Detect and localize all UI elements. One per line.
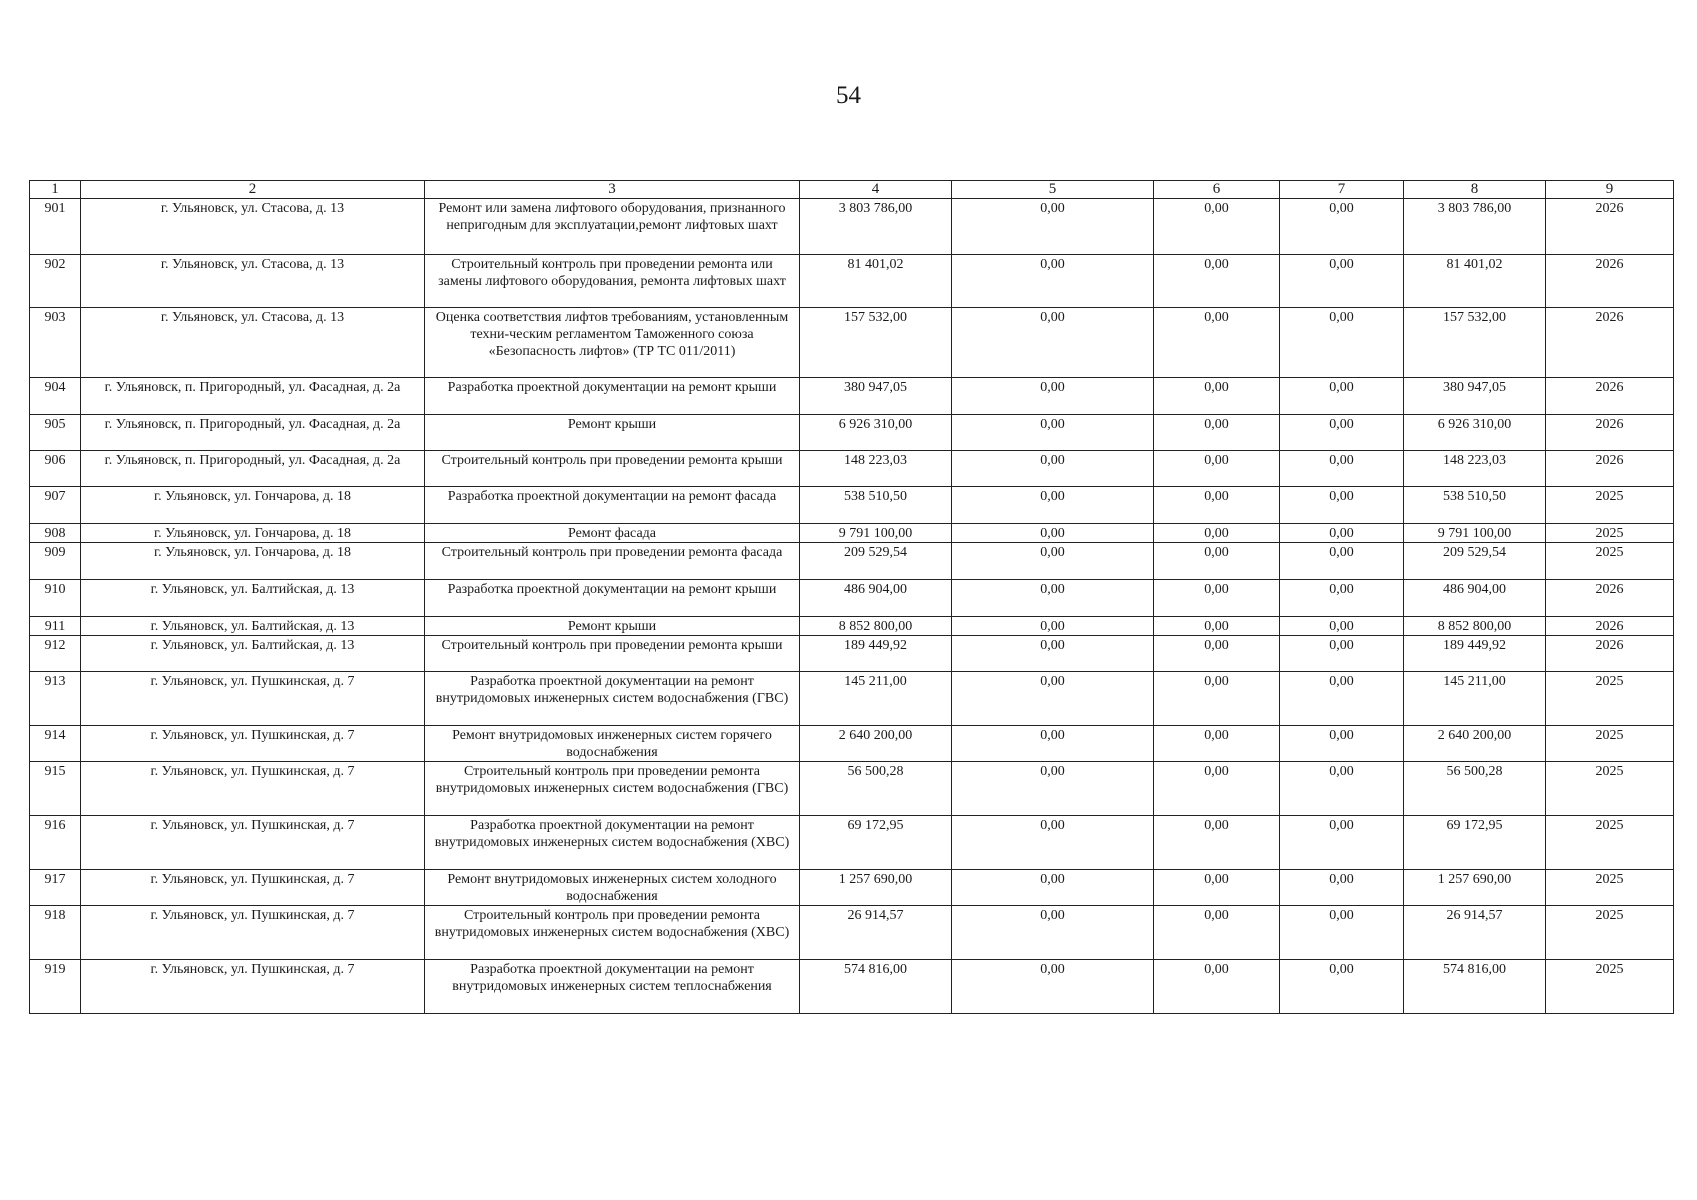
table-row — [30, 199, 1674, 255]
cell-work-type: Оценка соответствия лифтов требованиям, установленным техни-ческим регламентом Таможенного союза «Безопасность лифтов» (ТР ТС 011/2011) — [425, 308, 800, 378]
table-row — [30, 524, 1674, 543]
cell-work-type: Строительный контроль при проведении ремонта фасада — [425, 543, 800, 580]
table-row — [30, 580, 1674, 617]
cell-col5: 0,00 — [952, 636, 1154, 672]
cell-col7: 0,00 — [1280, 816, 1404, 870]
cell-owners-funds: 8 852 800,00 — [1404, 617, 1546, 636]
cell-year: 2025 — [1546, 672, 1674, 726]
cell-col7: 0,00 — [1280, 762, 1404, 816]
cell-total-cost: 8 852 800,00 — [800, 617, 952, 636]
cell-address: г. Ульяновск, ул. Стасова, д. 13 — [81, 308, 425, 378]
cell-work-type: Строительный контроль при проведении ремонта крыши — [425, 451, 800, 487]
cell-col5: 0,00 — [952, 487, 1154, 524]
col-header-total-cost: 4 — [800, 181, 952, 199]
cell-col6: 0,00 — [1154, 906, 1280, 960]
cell-col5: 0,00 — [952, 672, 1154, 726]
cell-year: 2025 — [1546, 870, 1674, 906]
col-header-owners-funds: 8 — [1404, 181, 1546, 199]
cell-col7: 0,00 — [1280, 378, 1404, 415]
cell-col7: 0,00 — [1280, 524, 1404, 543]
cell-year: 2025 — [1546, 762, 1674, 816]
table-body — [30, 199, 1674, 1014]
cell-col5: 0,00 — [952, 543, 1154, 580]
cell-col6: 0,00 — [1154, 255, 1280, 308]
cell-year: 2025 — [1546, 524, 1674, 543]
cell-col7: 0,00 — [1280, 487, 1404, 524]
cell-col6: 0,00 — [1154, 451, 1280, 487]
cell-col5: 0,00 — [952, 816, 1154, 870]
cell-owners-funds: 2 640 200,00 — [1404, 726, 1546, 762]
cell-row-number: 905 — [30, 415, 81, 451]
table-row — [30, 762, 1674, 816]
table-row — [30, 906, 1674, 960]
cell-owners-funds: 189 449,92 — [1404, 636, 1546, 672]
table-row — [30, 378, 1674, 415]
cell-work-type: Ремонт фасада — [425, 524, 800, 543]
cell-col7: 0,00 — [1280, 580, 1404, 617]
col-header-col7: 7 — [1280, 181, 1404, 199]
cell-total-cost: 9 791 100,00 — [800, 524, 952, 543]
cell-col6: 0,00 — [1154, 617, 1280, 636]
cell-col7: 0,00 — [1280, 543, 1404, 580]
cell-col6: 0,00 — [1154, 816, 1280, 870]
table-row — [30, 672, 1674, 726]
cell-year: 2025 — [1546, 543, 1674, 580]
cell-address: г. Ульяновск, ул. Гончарова, д. 18 — [81, 543, 425, 580]
cell-col5: 0,00 — [952, 762, 1154, 816]
cell-total-cost: 209 529,54 — [800, 543, 952, 580]
cell-owners-funds: 574 816,00 — [1404, 960, 1546, 1014]
cell-col5: 0,00 — [952, 255, 1154, 308]
cell-row-number: 911 — [30, 617, 81, 636]
cell-work-type: Строительный контроль при проведении ремонта крыши — [425, 636, 800, 672]
cell-work-type: Разработка проектной документации на ремонт внутридомовых инженерных систем теплоснабжения — [425, 960, 800, 1014]
cell-work-type: Строительный контроль при проведении ремонта внутридомовых инженерных систем водоснабжения (ГВС) — [425, 762, 800, 816]
cell-year: 2026 — [1546, 308, 1674, 378]
cell-owners-funds: 209 529,54 — [1404, 543, 1546, 580]
cell-col7: 0,00 — [1280, 636, 1404, 672]
cell-row-number: 912 — [30, 636, 81, 672]
cell-year: 2025 — [1546, 906, 1674, 960]
cell-col5: 0,00 — [952, 308, 1154, 378]
cell-col7: 0,00 — [1280, 415, 1404, 451]
cell-total-cost: 380 947,05 — [800, 378, 952, 415]
cell-owners-funds: 56 500,28 — [1404, 762, 1546, 816]
cell-col7: 0,00 — [1280, 308, 1404, 378]
cell-col5: 0,00 — [952, 617, 1154, 636]
cell-col5: 0,00 — [952, 415, 1154, 451]
cell-total-cost: 1 257 690,00 — [800, 870, 952, 906]
cell-year: 2025 — [1546, 960, 1674, 1014]
cell-work-type: Разработка проектной документации на ремонт фасада — [425, 487, 800, 524]
cell-row-number: 906 — [30, 451, 81, 487]
cell-col7: 0,00 — [1280, 255, 1404, 308]
cell-year: 2026 — [1546, 378, 1674, 415]
cell-owners-funds: 145 211,00 — [1404, 672, 1546, 726]
col-header-col5: 5 — [952, 181, 1154, 199]
cell-col6: 0,00 — [1154, 960, 1280, 1014]
cell-address: г. Ульяновск, ул. Гончарова, д. 18 — [81, 524, 425, 543]
cell-col6: 0,00 — [1154, 580, 1280, 617]
cell-total-cost: 145 211,00 — [800, 672, 952, 726]
cell-row-number: 919 — [30, 960, 81, 1014]
cell-year: 2026 — [1546, 580, 1674, 617]
cell-col7: 0,00 — [1280, 672, 1404, 726]
cell-col5: 0,00 — [952, 451, 1154, 487]
cell-col6: 0,00 — [1154, 378, 1280, 415]
cell-address: г. Ульяновск, п. Пригородный, ул. Фасадная, д. 2а — [81, 378, 425, 415]
cell-col6: 0,00 — [1154, 870, 1280, 906]
cell-owners-funds: 148 223,03 — [1404, 451, 1546, 487]
cell-row-number: 902 — [30, 255, 81, 308]
col-header-number: 1 — [30, 181, 81, 199]
cell-total-cost: 157 532,00 — [800, 308, 952, 378]
cell-row-number: 913 — [30, 672, 81, 726]
cell-col5: 0,00 — [952, 524, 1154, 543]
cell-col6: 0,00 — [1154, 636, 1280, 672]
cell-address: г. Ульяновск, п. Пригородный, ул. Фасадная, д. 2а — [81, 415, 425, 451]
table-row — [30, 960, 1674, 1014]
cell-address: г. Ульяновск, ул. Пушкинская, д. 7 — [81, 960, 425, 1014]
cell-col5: 0,00 — [952, 870, 1154, 906]
table-row — [30, 451, 1674, 487]
page-number: 54 — [836, 82, 861, 109]
cell-col6: 0,00 — [1154, 308, 1280, 378]
cell-work-type: Ремонт или замена лифтового оборудования, признанного непригодным для эксплуатации,ремонт лифтовых шахт — [425, 199, 800, 255]
cell-owners-funds: 81 401,02 — [1404, 255, 1546, 308]
cell-row-number: 910 — [30, 580, 81, 617]
cell-col7: 0,00 — [1280, 617, 1404, 636]
cell-owners-funds: 538 510,50 — [1404, 487, 1546, 524]
table-row — [30, 308, 1674, 378]
cell-col5: 0,00 — [952, 726, 1154, 762]
cell-col6: 0,00 — [1154, 762, 1280, 816]
cell-address: г. Ульяновск, ул. Балтийская, д. 13 — [81, 617, 425, 636]
cell-total-cost: 2 640 200,00 — [800, 726, 952, 762]
cell-owners-funds: 157 532,00 — [1404, 308, 1546, 378]
cell-work-type: Разработка проектной документации на ремонт крыши — [425, 378, 800, 415]
cell-address: г. Ульяновск, ул. Гончарова, д. 18 — [81, 487, 425, 524]
cell-col6: 0,00 — [1154, 415, 1280, 451]
cell-row-number: 918 — [30, 906, 81, 960]
cell-year: 2026 — [1546, 636, 1674, 672]
cell-owners-funds: 1 257 690,00 — [1404, 870, 1546, 906]
cell-total-cost: 56 500,28 — [800, 762, 952, 816]
cell-address: г. Ульяновск, ул. Пушкинская, д. 7 — [81, 672, 425, 726]
cell-work-type: Ремонт внутридомовых инженерных систем холодного водоснабжения — [425, 870, 800, 906]
cell-col7: 0,00 — [1280, 726, 1404, 762]
cell-work-type: Разработка проектной документации на ремонт внутридомовых инженерных систем водоснабжения (ГВС) — [425, 672, 800, 726]
cell-address: г. Ульяновск, ул. Стасова, д. 13 — [81, 255, 425, 308]
table-row — [30, 415, 1674, 451]
cell-work-type: Ремонт крыши — [425, 617, 800, 636]
cell-row-number: 903 — [30, 308, 81, 378]
cell-col7: 0,00 — [1280, 870, 1404, 906]
cell-address: г. Ульяновск, ул. Балтийская, д. 13 — [81, 580, 425, 617]
col-header-work-type: 3 — [425, 181, 800, 199]
cell-col7: 0,00 — [1280, 199, 1404, 255]
table-row — [30, 726, 1674, 762]
cell-row-number: 914 — [30, 726, 81, 762]
cell-year: 2026 — [1546, 617, 1674, 636]
table-row — [30, 255, 1674, 308]
table-row — [30, 487, 1674, 524]
cell-col6: 0,00 — [1154, 726, 1280, 762]
table-row — [30, 617, 1674, 636]
cell-work-type: Ремонт крыши — [425, 415, 800, 451]
cell-row-number: 908 — [30, 524, 81, 543]
cell-total-cost: 81 401,02 — [800, 255, 952, 308]
cell-total-cost: 6 926 310,00 — [800, 415, 952, 451]
cell-row-number: 907 — [30, 487, 81, 524]
cell-address: г. Ульяновск, ул. Стасова, д. 13 — [81, 199, 425, 255]
cell-address: г. Ульяновск, ул. Пушкинская, д. 7 — [81, 906, 425, 960]
cell-work-type: Ремонт внутридомовых инженерных систем горячего водоснабжения — [425, 726, 800, 762]
cell-address: г. Ульяновск, п. Пригородный, ул. Фасадная, д. 2а — [81, 451, 425, 487]
cell-col5: 0,00 — [952, 580, 1154, 617]
cell-year: 2026 — [1546, 255, 1674, 308]
cell-address: г. Ульяновск, ул. Пушкинская, д. 7 — [81, 816, 425, 870]
cell-row-number: 909 — [30, 543, 81, 580]
cell-address: г. Ульяновск, ул. Пушкинская, д. 7 — [81, 762, 425, 816]
cell-work-type: Разработка проектной документации на ремонт внутридомовых инженерных систем водоснабжения (ХВС) — [425, 816, 800, 870]
cell-address: г. Ульяновск, ул. Пушкинская, д. 7 — [81, 726, 425, 762]
cell-year: 2026 — [1546, 199, 1674, 255]
col-header-col6: 6 — [1154, 181, 1280, 199]
col-header-year: 9 — [1546, 181, 1674, 199]
col-header-address: 2 — [81, 181, 425, 199]
cell-col6: 0,00 — [1154, 487, 1280, 524]
cell-address: г. Ульяновск, ул. Балтийская, д. 13 — [81, 636, 425, 672]
cell-owners-funds: 9 791 100,00 — [1404, 524, 1546, 543]
cell-row-number: 901 — [30, 199, 81, 255]
cell-owners-funds: 486 904,00 — [1404, 580, 1546, 617]
cell-col5: 0,00 — [952, 378, 1154, 415]
cell-total-cost: 3 803 786,00 — [800, 199, 952, 255]
repair-program-table — [29, 180, 1674, 1014]
table-row — [30, 870, 1674, 906]
cell-work-type: Строительный контроль при проведении ремонта или замены лифтового оборудования, ремонта лифтовых шахт — [425, 255, 800, 308]
cell-owners-funds: 3 803 786,00 — [1404, 199, 1546, 255]
cell-col5: 0,00 — [952, 906, 1154, 960]
cell-owners-funds: 6 926 310,00 — [1404, 415, 1546, 451]
cell-col6: 0,00 — [1154, 672, 1280, 726]
cell-year: 2026 — [1546, 451, 1674, 487]
cell-total-cost: 69 172,95 — [800, 816, 952, 870]
cell-row-number: 917 — [30, 870, 81, 906]
cell-row-number: 904 — [30, 378, 81, 415]
cell-total-cost: 148 223,03 — [800, 451, 952, 487]
cell-owners-funds: 380 947,05 — [1404, 378, 1546, 415]
cell-total-cost: 538 510,50 — [800, 487, 952, 524]
cell-total-cost: 26 914,57 — [800, 906, 952, 960]
header-row — [30, 181, 1674, 199]
cell-work-type: Строительный контроль при проведении ремонта внутридомовых инженерных систем водоснабжения (ХВС) — [425, 906, 800, 960]
cell-year: 2026 — [1546, 415, 1674, 451]
cell-total-cost: 189 449,92 — [800, 636, 952, 672]
cell-col5: 0,00 — [952, 960, 1154, 1014]
cell-owners-funds: 69 172,95 — [1404, 816, 1546, 870]
cell-col7: 0,00 — [1280, 451, 1404, 487]
cell-col6: 0,00 — [1154, 524, 1280, 543]
cell-col5: 0,00 — [952, 199, 1154, 255]
cell-col6: 0,00 — [1154, 543, 1280, 580]
cell-year: 2025 — [1546, 487, 1674, 524]
cell-year: 2025 — [1546, 726, 1674, 762]
table-row — [30, 816, 1674, 870]
table-row — [30, 636, 1674, 672]
cell-year: 2025 — [1546, 816, 1674, 870]
cell-total-cost: 486 904,00 — [800, 580, 952, 617]
cell-address: г. Ульяновск, ул. Пушкинская, д. 7 — [81, 870, 425, 906]
cell-row-number: 916 — [30, 816, 81, 870]
cell-col7: 0,00 — [1280, 960, 1404, 1014]
cell-total-cost: 574 816,00 — [800, 960, 952, 1014]
cell-work-type: Разработка проектной документации на ремонт крыши — [425, 580, 800, 617]
cell-row-number: 915 — [30, 762, 81, 816]
cell-owners-funds: 26 914,57 — [1404, 906, 1546, 960]
table-row — [30, 543, 1674, 580]
cell-col7: 0,00 — [1280, 906, 1404, 960]
cell-col6: 0,00 — [1154, 199, 1280, 255]
